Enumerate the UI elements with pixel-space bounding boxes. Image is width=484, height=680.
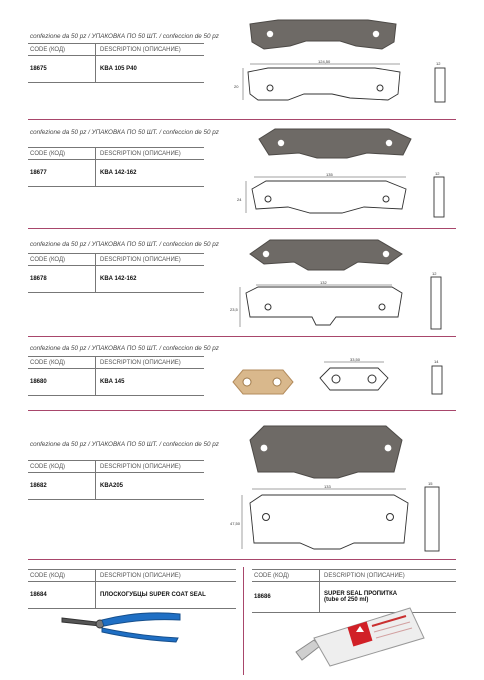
packaging-note: confezione da 50 pz / УПАКОВКА ПО 50 ШТ. / confeccion de 50 pz xyxy=(30,33,219,40)
product-table xyxy=(28,147,204,187)
felt-pad-photo xyxy=(257,123,413,163)
code-header: CODE (КОД) xyxy=(252,570,320,581)
dim-height: 23,5 xyxy=(230,307,238,312)
section-separator xyxy=(28,410,456,411)
tan-pad-photo xyxy=(229,366,295,398)
description-header: DESCRIPTION (ОПИСАНИЕ) xyxy=(100,463,181,470)
product-table xyxy=(28,253,204,293)
dim-height: 24 xyxy=(237,197,242,202)
product-description: ПЛОСКОГУБЦЫ SUPER COAT SEAL xyxy=(100,592,206,598)
product-code: 18680 xyxy=(28,369,96,395)
description-header: DESCRIPTION (ОПИСАНИЕ) xyxy=(324,572,405,579)
packaging-note: confezione da 50 pz / УПАКОВКА ПО 50 ШТ. / confeccion de 50 pz xyxy=(30,241,219,248)
code-header: CODE (КОД) xyxy=(28,254,96,265)
product-code: 18678 xyxy=(28,266,96,292)
section-separator xyxy=(28,228,456,229)
product-table xyxy=(28,460,204,500)
description-header: DESCRIPTION (ОПИСАНИЕ) xyxy=(100,150,181,157)
dim-length: 124,50 xyxy=(318,59,331,64)
product-code: 18686 xyxy=(252,582,320,612)
dim-thickness: 12 xyxy=(432,271,437,276)
table-row xyxy=(28,56,204,83)
product-table xyxy=(28,43,204,83)
dim-height: 20 xyxy=(234,84,239,89)
section-separator xyxy=(28,336,456,337)
dim-height: 47,50 xyxy=(230,521,241,526)
product-table xyxy=(28,356,204,396)
section-separator xyxy=(28,119,456,120)
code-header: CODE (КОД) xyxy=(28,570,96,581)
dim-length: 133 xyxy=(324,484,331,489)
code-header: CODE (КОД) xyxy=(28,461,96,472)
dim-length: 33,50 xyxy=(350,357,361,362)
dim-thickness: 12 xyxy=(436,61,441,66)
technical-drawing xyxy=(230,481,444,553)
table-row xyxy=(28,369,204,396)
tube-photo xyxy=(290,602,430,672)
packaging-note: confezione da 50 pz / УПАКОВКА ПО 50 ШТ. / confeccion de 50 pz xyxy=(30,129,219,136)
product-code: 18675 xyxy=(28,56,96,82)
description-header: DESCRIPTION (ОПИСАНИЕ) xyxy=(100,256,181,263)
code-header: CODE (КОД) xyxy=(28,148,96,159)
table-row xyxy=(28,266,204,293)
dim-thickness: 14 xyxy=(434,359,439,364)
pliers-photo xyxy=(60,608,184,642)
product-description: KBA 142-162 xyxy=(100,170,137,176)
product-code: 18682 xyxy=(28,473,96,499)
dim-thickness: 15 xyxy=(428,481,433,486)
product-description: KBA 105 P40 xyxy=(100,66,137,72)
table-row xyxy=(28,582,236,609)
product-description: KBA 145 xyxy=(100,379,125,385)
code-header: CODE (КОД) xyxy=(28,357,96,368)
tool-table xyxy=(28,569,236,609)
column-separator xyxy=(243,567,244,675)
dim-length: 132 xyxy=(320,280,327,285)
product-description: SUPER SEAL ПРОПИТКА xyxy=(324,591,398,597)
packaging-note: confezione da 50 pz / УПАКОВКА ПО 50 ШТ. / confeccion de 50 pz xyxy=(30,345,219,352)
product-code: 18677 xyxy=(28,160,96,186)
product-description-sub: (tube of 250 ml) xyxy=(324,597,369,603)
product-description: KBA205 xyxy=(100,483,124,489)
dim-length: 135 xyxy=(326,172,333,177)
technical-drawing xyxy=(234,59,441,115)
felt-pad-photo xyxy=(248,234,404,276)
technical-drawing xyxy=(230,271,437,333)
description-header: DESCRIPTION (ОПИСАНИЕ) xyxy=(100,46,181,53)
felt-pad-photo xyxy=(248,418,404,482)
description-header: DESCRIPTION (ОПИСАНИЕ) xyxy=(100,359,181,366)
technical-drawing xyxy=(237,171,440,223)
dim-thickness: 12 xyxy=(435,171,440,176)
technical-drawing xyxy=(314,357,464,400)
code-header: CODE (КОД) xyxy=(28,44,96,55)
table-row xyxy=(28,473,204,500)
section-separator xyxy=(28,559,456,560)
felt-pad-photo xyxy=(248,16,398,52)
product-code: 18684 xyxy=(28,582,96,608)
packaging-note: confezione da 50 pz / УПАКОВКА ПО 50 ШТ. / confeccion de 50 pz xyxy=(30,441,219,448)
product-description: KBA 142-162 xyxy=(100,276,137,282)
table-row xyxy=(28,160,204,187)
description-header: DESCRIPTION (ОПИСАНИЕ) xyxy=(100,572,181,579)
